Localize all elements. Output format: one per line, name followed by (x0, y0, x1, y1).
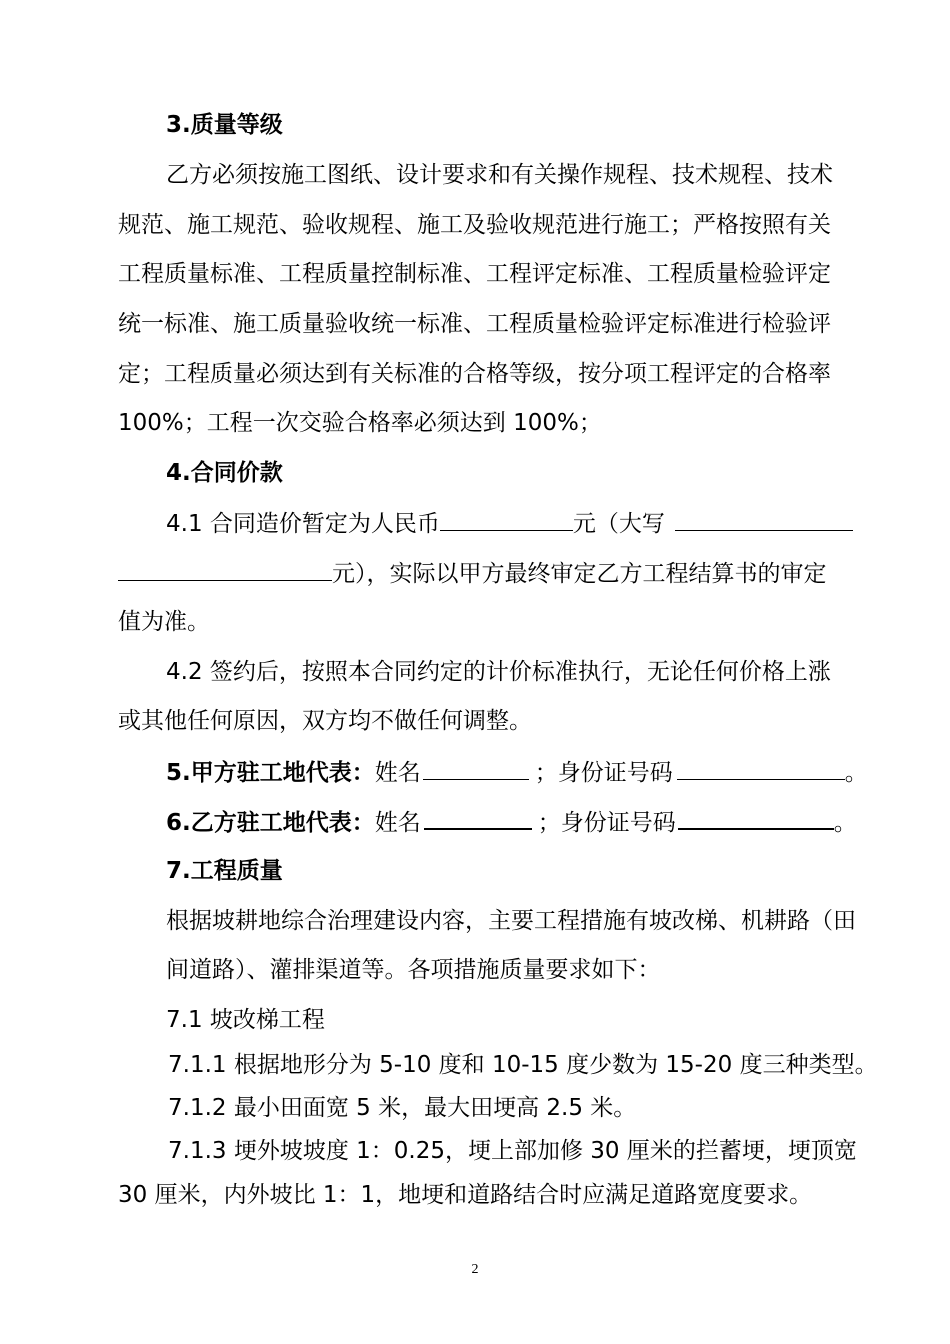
section-7-1-3-line-2: 30 厘米，内外坡比 1：1，地埂和道路结合时应满足道路宽度要求。 (118, 1182, 813, 1208)
party-b-name-blank[interactable] (424, 806, 532, 830)
price-uppercase-blank[interactable] (675, 508, 853, 531)
party-b-name-label: 姓名 (374, 810, 421, 836)
price-uppercase-blank-2[interactable] (118, 558, 332, 581)
party-b-representative-line (166, 806, 857, 838)
section-7-1-heading: 7.1 坡改梯工程 (166, 1007, 325, 1033)
section-3-line-6: 100%；工程一次交验合格率必须达到 100%； (118, 410, 602, 436)
party-a-representative-line (166, 757, 868, 788)
contract-price-line-3: 值为准。 (118, 609, 210, 635)
section-4-2-line-1: 4.2 签约后，按照本合同约定的计价标准执行，无论任何价格上涨 (166, 659, 831, 685)
party-a-id-label: ；身份证号码 (534, 760, 673, 786)
section-3-line-1: 乙方必须按施工图纸、设计要求和有关操作规程、技术规程、技术 (166, 162, 833, 188)
section-3-line-3: 工程质量标准、工程质量控制标准、工程评定标准、工程质量检验评定 (118, 261, 831, 287)
section-3-line-4: 统一标准、施工质量验收统一标准、工程质量检验评定标准进行检验评 (118, 311, 831, 337)
section-4-2-line-2: 或其他任何原因，双方均不做任何调整。 (118, 708, 532, 734)
section-7-intro-line-1: 根据坡耕地综合治理建设内容，主要工程措施有坡改梯、机耕路（田 (166, 908, 856, 934)
section-3-line-5: 定；工程质量必须达到有关标准的合格等级，按分项工程评定的合格率 (118, 361, 831, 387)
party-a-name-label: 姓名 (374, 760, 421, 786)
section-7-1-2: 7.1.2 最小田面宽 5 米，最大田埂高 2.5 米。 (168, 1095, 637, 1121)
party-b-id-blank[interactable] (678, 806, 834, 830)
party-a-id-blank[interactable] (677, 757, 845, 780)
contract-price-line (166, 508, 853, 539)
party-a-end-mark: 。 (844, 760, 868, 786)
price-amount-blank[interactable] (440, 508, 573, 531)
party-a-name-blank[interactable] (423, 757, 529, 780)
section-7-1-3-line-1: 7.1.3 埂外坡坡度 1：0.25，埂上部加修 30 厘米的拦蓄埂，埂顶宽 (168, 1138, 857, 1164)
party-b-end-mark: 。 (833, 810, 857, 836)
section-4-heading: 4.合同价款 (166, 460, 283, 486)
page-number: 2 (471, 1262, 479, 1277)
contract-price-label: 4.1 合同造价暂定为人民币 (166, 511, 440, 537)
price-uppercase-label: 元（大写 (572, 511, 665, 537)
section-7-intro-line-2: 间道路）、灌排渠道等。各项措施质量要求如下： (166, 957, 661, 983)
section-7-1-1: 7.1.1 根据地形分为 5-10 度和 10-15 度少数为 15-20 度三种类型。 (168, 1052, 878, 1078)
section-7-heading: 7.工程质量 (166, 858, 283, 884)
contract-price-line-2 (118, 558, 827, 589)
section-3-heading: 3.质量等级 (166, 112, 283, 138)
party-b-id-label: ；身份证号码 (537, 810, 676, 836)
party-a-representative-label: 5.甲方驻工地代表： (166, 760, 375, 786)
section-3-line-2: 规范、施工规范、验收规程、施工及验收规范进行施工；严格按照有关 (118, 212, 831, 238)
party-b-representative-label: 6.乙方驻工地代表： (166, 810, 375, 836)
contract-price-text: 元），实际以甲方最终审定乙方工程结算书的审定 (332, 561, 827, 587)
